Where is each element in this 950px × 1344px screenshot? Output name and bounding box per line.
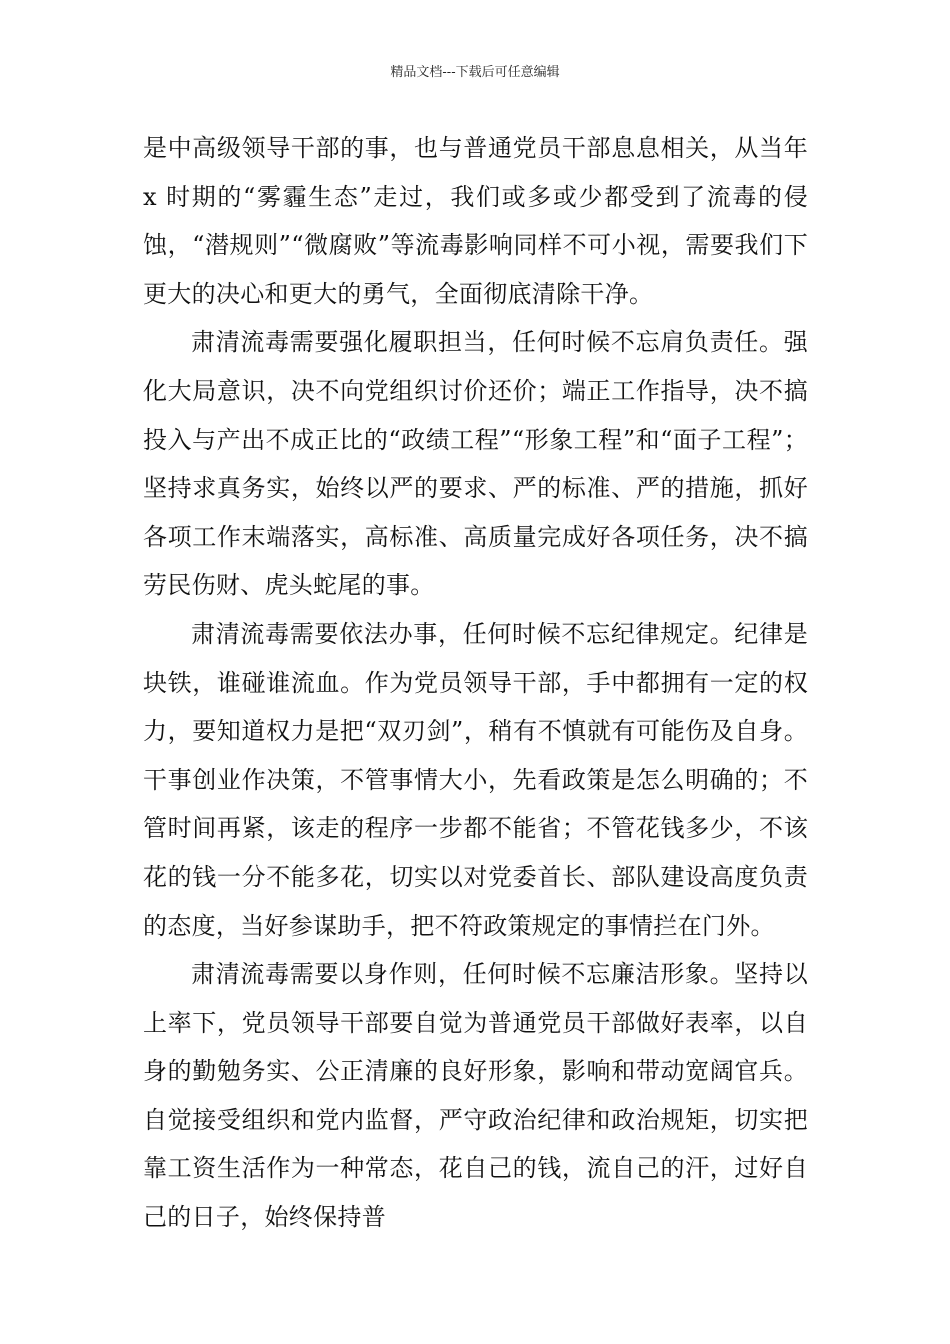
- document-body: [143, 124, 808, 1242]
- paragraph-3: 肃清流毒需要依法办事，任何时候不忘纪律规定。纪律是块铁，谁碰谁流血。作为党员领导干部，手中都拥有一定的权力，要知道权力是把“双刃剑”，稍有不慎就有可能伤及自身。干事创业作决策，不管事情大小，先看政策是怎么明确的；不管时间再紧，该走的程序一步都不能省；不管花钱多少，不该花的钱一分不能多花，切实以对党委首长、部队建设高度负责的态度，当好参谋助手，把不符政策规定的事情拦在门外。: [143, 619, 808, 940]
- paragraph-2: 肃清流毒需要强化履职担当，任何时候不忘肩负责任。强化大局意识，决不向党组织讨价还价；端正工作指导，决不搞投入与产出不成正比的“政绩工程”“形象工程”和“面子工程”；坚持求真务实，始终以严的要求、严的标准、严的措施，抓好各项工作末端落实，高标准、高质量完成好各项任务，决不搞劳民伤财、虎头蛇尾的事。: [143, 328, 808, 600]
- page-header: 精品文档---下载后可任意编辑: [390, 65, 560, 80]
- paragraph-4: 肃清流毒需要以身作则，任何时候不忘廉洁形象。坚持以上率下，党员领导干部要自觉为普通党员干部做好表率，以自身的勤勉务实、公正清廉的良好形象，影响和带动宽阔官兵。自觉接受组织和党内监督，严守政治纪律和政治规矩，切实把靠工资生活作为一种常态，花自己的钱，流自己的汗，过好自己的日子，始终保持普: [143, 960, 808, 1232]
- paragraph-1: 是中高级领导干部的事，也与普通党员干部息息相关，从当年 x 时期的“雾霾生态”走过，我们或多或少都受到了流毒的侵蚀，“潜规则”“微腐败”等流毒影响同样不可小视，需要我们下更大的决心和更大的勇气，全面彻底清除干净。: [143, 134, 808, 308]
